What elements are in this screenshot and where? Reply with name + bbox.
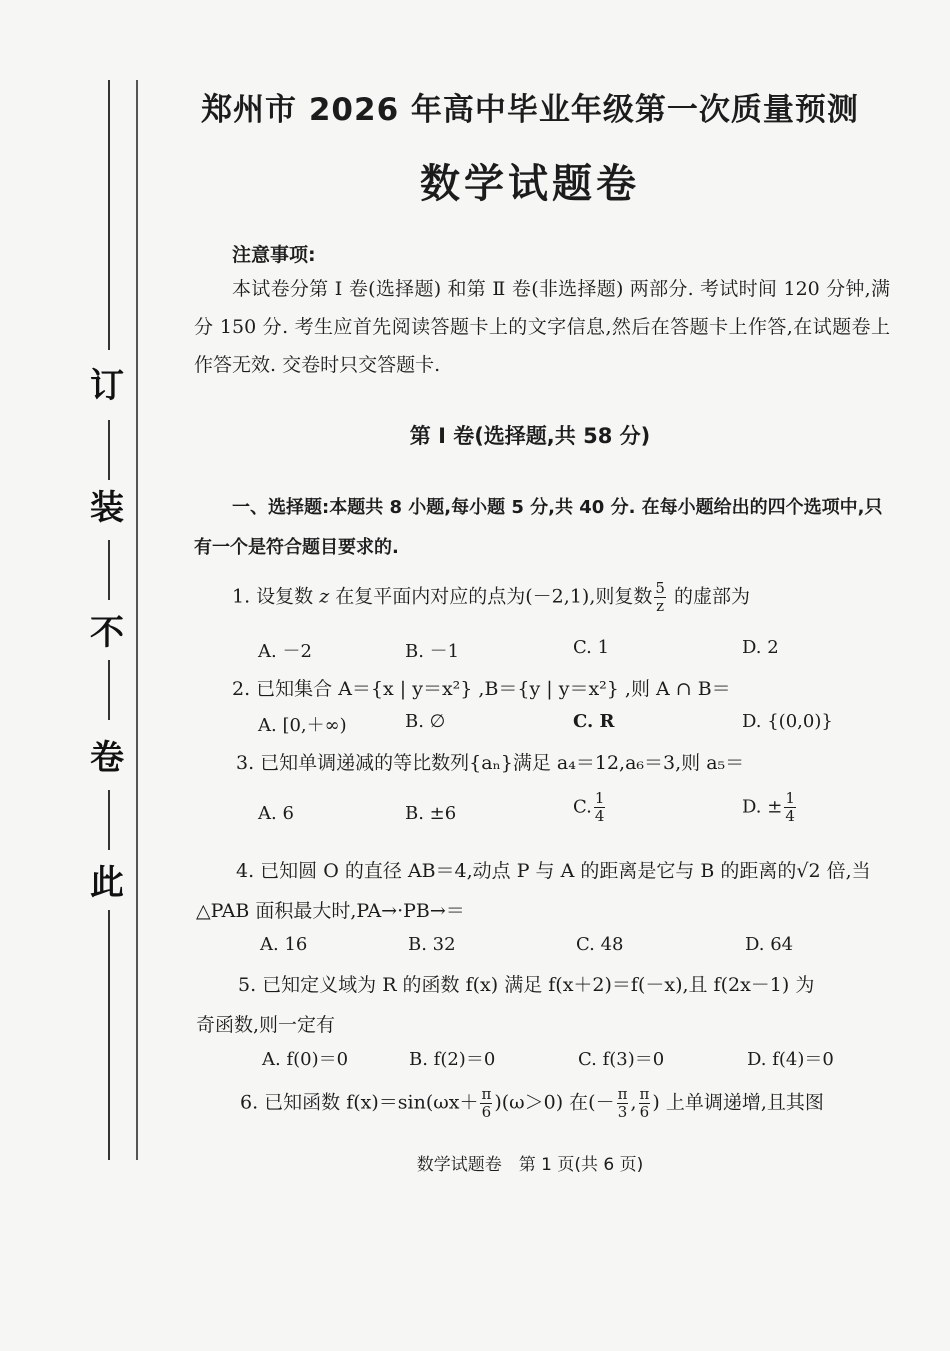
q3-d-num: 1 (785, 789, 795, 807)
q6-part-b: )(ω＞0) 在(－ (494, 1091, 615, 1114)
binding-char-ci: 此 (84, 855, 130, 904)
q2-option-d: D. {(0,0)} (742, 711, 833, 732)
q6-part-c: , (630, 1091, 637, 1114)
q4-option-a: A. 16 (260, 934, 308, 955)
question-3: 3. 已知单调递减的等比数列{aₙ}满足 a₄＝12,a₆＝3,则 a₅＝ (236, 752, 745, 774)
binding-dash (108, 540, 110, 600)
q4-option-d: D. 64 (745, 934, 794, 955)
q1-option-a: A. －2 (258, 641, 312, 662)
q2-option-c: C. R (573, 711, 615, 732)
q1-fraction (654, 580, 666, 615)
question-5-line2: 奇函数,则一定有 (196, 1014, 336, 1036)
question-2: 2. 已知集合 A＝{x | y＝x²} ,B＝{y | y＝x²} ,则 A ∩ B＝ (232, 678, 731, 700)
q4-option-c: C. 48 (576, 934, 624, 955)
question-4-line1: 4. 已知圆 O 的直径 AB＝4,动点 P 与 A 的距离是它与 B 的距离的√2 倍,当 (236, 860, 871, 882)
binding-dash (108, 790, 110, 850)
exam-title: 郑州市 2026 年高中毕业年级第一次质量预测 (201, 92, 859, 128)
q3-option-d (742, 790, 798, 825)
q4-option-b: B. 32 (408, 934, 456, 955)
q1-stem-b: 在复平面内对应的点为(－2,1),则复数 (329, 585, 653, 608)
q6-frac-1 (480, 1086, 492, 1121)
q3-d-den: 4 (785, 807, 795, 825)
q5-option-d: D. f(4)＝0 (747, 1049, 834, 1070)
q6-f3-den: 6 (639, 1103, 650, 1121)
q1-frac-den: z (656, 597, 665, 615)
q3-c-den: 4 (594, 807, 605, 825)
q1-option-b: B. －1 (405, 641, 460, 662)
binding-char-bu: 不 (84, 605, 130, 654)
binding-char-ding: 订 (84, 358, 130, 407)
q6-f3-num: π (639, 1085, 650, 1103)
q3-option-d-label: D. ± (742, 796, 783, 818)
q3-option-c (573, 790, 607, 825)
q6-f2-den: 3 (617, 1103, 628, 1121)
q2-option-b: B. ∅ (405, 711, 446, 732)
q1-option-c: C. 1 (573, 637, 610, 658)
binding-dash (108, 910, 110, 1160)
q6-f1-num: π (481, 1085, 492, 1103)
q1-frac-num: 5 (655, 579, 665, 597)
notice-body: 本试卷分第 Ⅰ 卷(选择题) 和第 Ⅱ 卷(非选择题) 两部分. 考试时间 120 分钟,满分 150 分. 考生应首先阅读答题卡上的文字信息,然后在答题卡上作答,在试题卷上作答无效. 交卷时只交答题卡. (194, 278, 890, 376)
q2-option-a: A. [0,＋∞) (258, 715, 347, 736)
q3-option-c-label: C. (573, 796, 592, 818)
q6-part-a: 6. 已知函数 f(x)＝sin(ωx＋ (240, 1091, 479, 1114)
q3-option-a: A. 6 (258, 803, 294, 824)
q3-option-d-fraction (784, 790, 796, 825)
q6-f2-num: π (617, 1085, 628, 1103)
question-4-line2: △PAB 面积最大时,PA→·PB→＝ (196, 900, 465, 922)
q3-option-b: B. ±6 (405, 803, 457, 824)
question-5-line1: 5. 已知定义域为 R 的函数 f(x) 满足 f(x＋2)＝f(－x),且 f(2x－1) 为 (238, 974, 815, 996)
binding-char-juan: 卷 (84, 730, 130, 779)
q5-option-a: A. f(0)＝0 (262, 1049, 349, 1070)
question-6 (240, 1086, 824, 1121)
q6-frac-2 (617, 1086, 629, 1121)
q1-stem-c: 的虚部为 (667, 585, 750, 608)
q3-option-c-fraction (594, 790, 606, 825)
binding-line (136, 80, 138, 1160)
exam-subtitle: 数学试题卷 (420, 161, 640, 207)
section-heading: 一、选择题:本题共 8 小题,每小题 5 分,共 40 分. 在每小题给出的四个选项中,只有一个是符合题目要求的. (194, 497, 883, 558)
q5-option-c: C. f(3)＝0 (578, 1049, 665, 1070)
page-footer: 数学试题卷 第 1 页(共 6 页) (416, 1155, 644, 1175)
q6-f1-den: 6 (481, 1103, 492, 1121)
question-1 (232, 580, 750, 615)
q5-option-b: B. f(2)＝0 (409, 1049, 496, 1070)
binding-dash (108, 80, 110, 350)
binding-dash (108, 660, 110, 720)
q6-part-d: ) 上单调递增,且其图 (652, 1091, 824, 1114)
q1-option-d: D. 2 (742, 637, 779, 658)
q1-stem-a: 1. 设复数 (232, 585, 320, 608)
q6-frac-3 (639, 1086, 651, 1121)
binding-char-zhuang: 装 (84, 480, 130, 529)
q3-c-num: 1 (594, 789, 605, 807)
part1-title: 第 Ⅰ 卷(选择题,共 58 分) (409, 424, 651, 448)
notice-heading: 注意事项: (232, 244, 316, 266)
binding-dash (108, 420, 110, 480)
q1-var: z (319, 585, 330, 608)
